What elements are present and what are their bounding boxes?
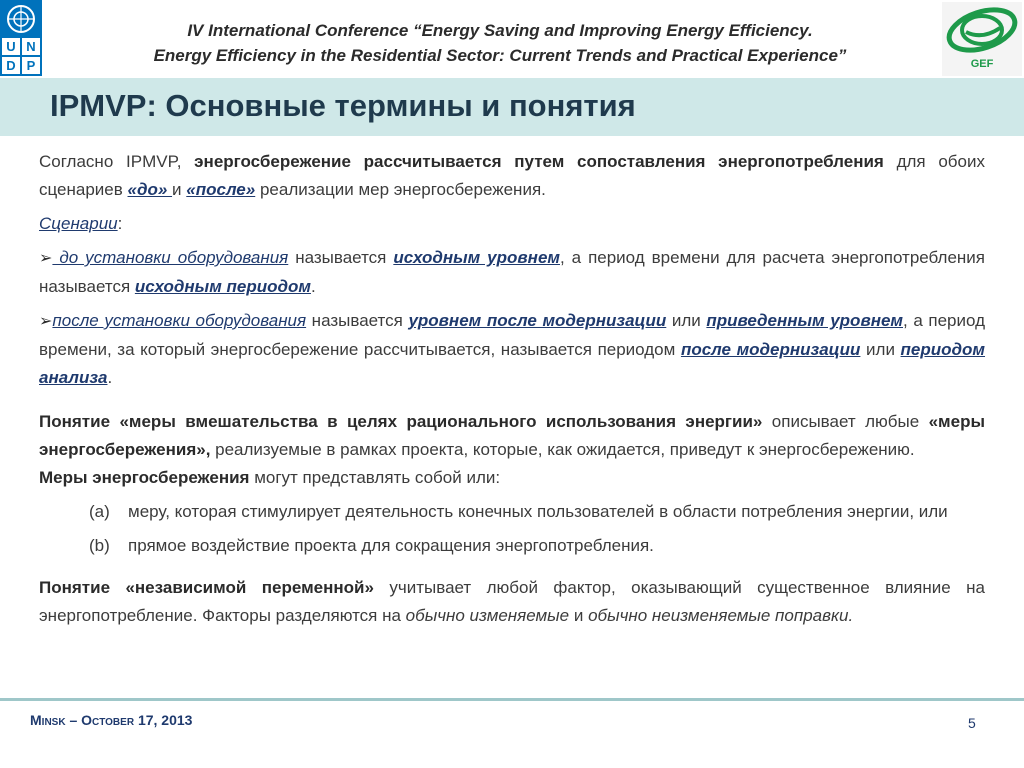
list-marker: (a) xyxy=(89,502,110,521)
gef-globe-icon xyxy=(942,2,1022,58)
text-run: и xyxy=(569,606,589,625)
gef-text: GEF xyxy=(970,58,994,70)
undp-letter: U xyxy=(2,38,20,55)
term-baseline-period: исходным периодом xyxy=(134,277,311,296)
bullet-after-installation xyxy=(39,307,985,392)
term-adjusted-level: приведенным уровнем xyxy=(706,311,904,330)
undp-logo xyxy=(0,0,42,76)
list-item xyxy=(39,498,985,526)
list-item-text: меру, которая стимулирует деятельность конечных пользователей в области потребления энергии, или xyxy=(128,502,948,521)
bold-run: «меры энергосбережения», xyxy=(39,412,985,459)
text-run: . xyxy=(107,368,113,387)
list-item xyxy=(39,532,985,560)
text-run: для обоих сценариев xyxy=(39,152,985,199)
text-run: учитывает любой фактор, оказывающий существенное влияние на энергопотребление. Факторы разделяются на xyxy=(39,578,985,625)
arrow-bullet-icon: ➢ xyxy=(39,313,53,330)
undp-letter: N xyxy=(22,38,40,55)
text-run: : xyxy=(117,214,123,233)
text-run: , а период времени для расчета энергопотребления называется xyxy=(39,248,985,296)
italic-run: обычно неизменяемые поправки. xyxy=(588,606,854,625)
term-after: «после» xyxy=(186,180,256,199)
text-run: , а период времени, за который энергосбережение рассчитывается, называется периодом xyxy=(39,311,985,359)
paragraph-ecm-definition xyxy=(39,408,985,464)
bold-run: Понятие «независимой переменной» xyxy=(39,578,374,597)
undp-letter: D xyxy=(2,57,20,74)
text-run: и xyxy=(172,180,187,199)
term-before-installation: до установки оборудования xyxy=(52,248,289,267)
bold-run: энергосбережение рассчитывается путем сопоставления энергопотребления xyxy=(194,152,884,171)
paragraph-ipmvp-definition xyxy=(39,148,985,204)
text-run: описывает любые xyxy=(762,412,929,431)
footer-divider xyxy=(0,698,1024,701)
paragraph-independent-variable xyxy=(39,574,985,630)
text-run: Согласно IPMVP, xyxy=(39,152,195,171)
undp-letter: P xyxy=(22,57,40,74)
scenarios-label: Сценарии xyxy=(39,214,118,233)
term-post-retrofit-period: после модернизации xyxy=(680,340,861,359)
list-marker: (b) xyxy=(89,536,110,555)
text-run: или xyxy=(666,311,707,330)
footer-location-date: Minsk – October 17, 2013 xyxy=(30,712,193,728)
term-analysis-period: периодом анализа xyxy=(39,340,986,387)
list-item-text: прямое воздействие проекта для сокращения энергопотребления. xyxy=(128,536,654,555)
term-after-installation: после установки оборудования xyxy=(52,311,307,330)
term-baseline-level: исходным уровнем xyxy=(393,248,560,267)
text-run: называется xyxy=(288,248,394,267)
conference-title xyxy=(60,18,940,68)
text-run: или xyxy=(860,340,901,359)
text-run: реализуемые в рамках проекта, которые, как ожидается, приведут к энергосбережению. xyxy=(210,440,915,459)
bold-run: Меры энергосбережения xyxy=(39,468,250,487)
bold-run: Понятие «меры вмешательства в целях рационального использования энергии» xyxy=(39,412,763,431)
text-run: . xyxy=(310,277,316,296)
undp-letters xyxy=(2,38,40,74)
page-number: 5 xyxy=(968,715,976,731)
italic-run: обычно изменяемые xyxy=(405,606,570,625)
bullet-before-installation xyxy=(39,244,985,301)
term-before: «до» xyxy=(127,180,173,199)
text-run: называется xyxy=(306,311,409,330)
text-run: реализации мер энергосбережения. xyxy=(255,180,546,199)
gef-logo xyxy=(942,2,1022,76)
text-run: могут представлять собой или: xyxy=(249,468,501,487)
scenarios-heading xyxy=(39,210,985,238)
term-post-retrofit-level: уровнем после модернизации xyxy=(408,311,667,330)
paragraph-ecm-forms xyxy=(39,464,985,492)
header-bar xyxy=(0,0,1024,78)
un-emblem-icon xyxy=(5,3,37,35)
arrow-bullet-icon: ➢ xyxy=(39,250,53,267)
conference-title-line1: IV International Conference “Energy Saving and Improving Energy Efficiency. xyxy=(187,21,813,40)
page-title: IPMVP: Основные термины и понятия xyxy=(50,88,636,123)
conference-title-line2: Energy Efficiency in the Residential Sector: Current Trends and Practical Experience” xyxy=(153,46,847,65)
slide-body xyxy=(39,148,985,630)
